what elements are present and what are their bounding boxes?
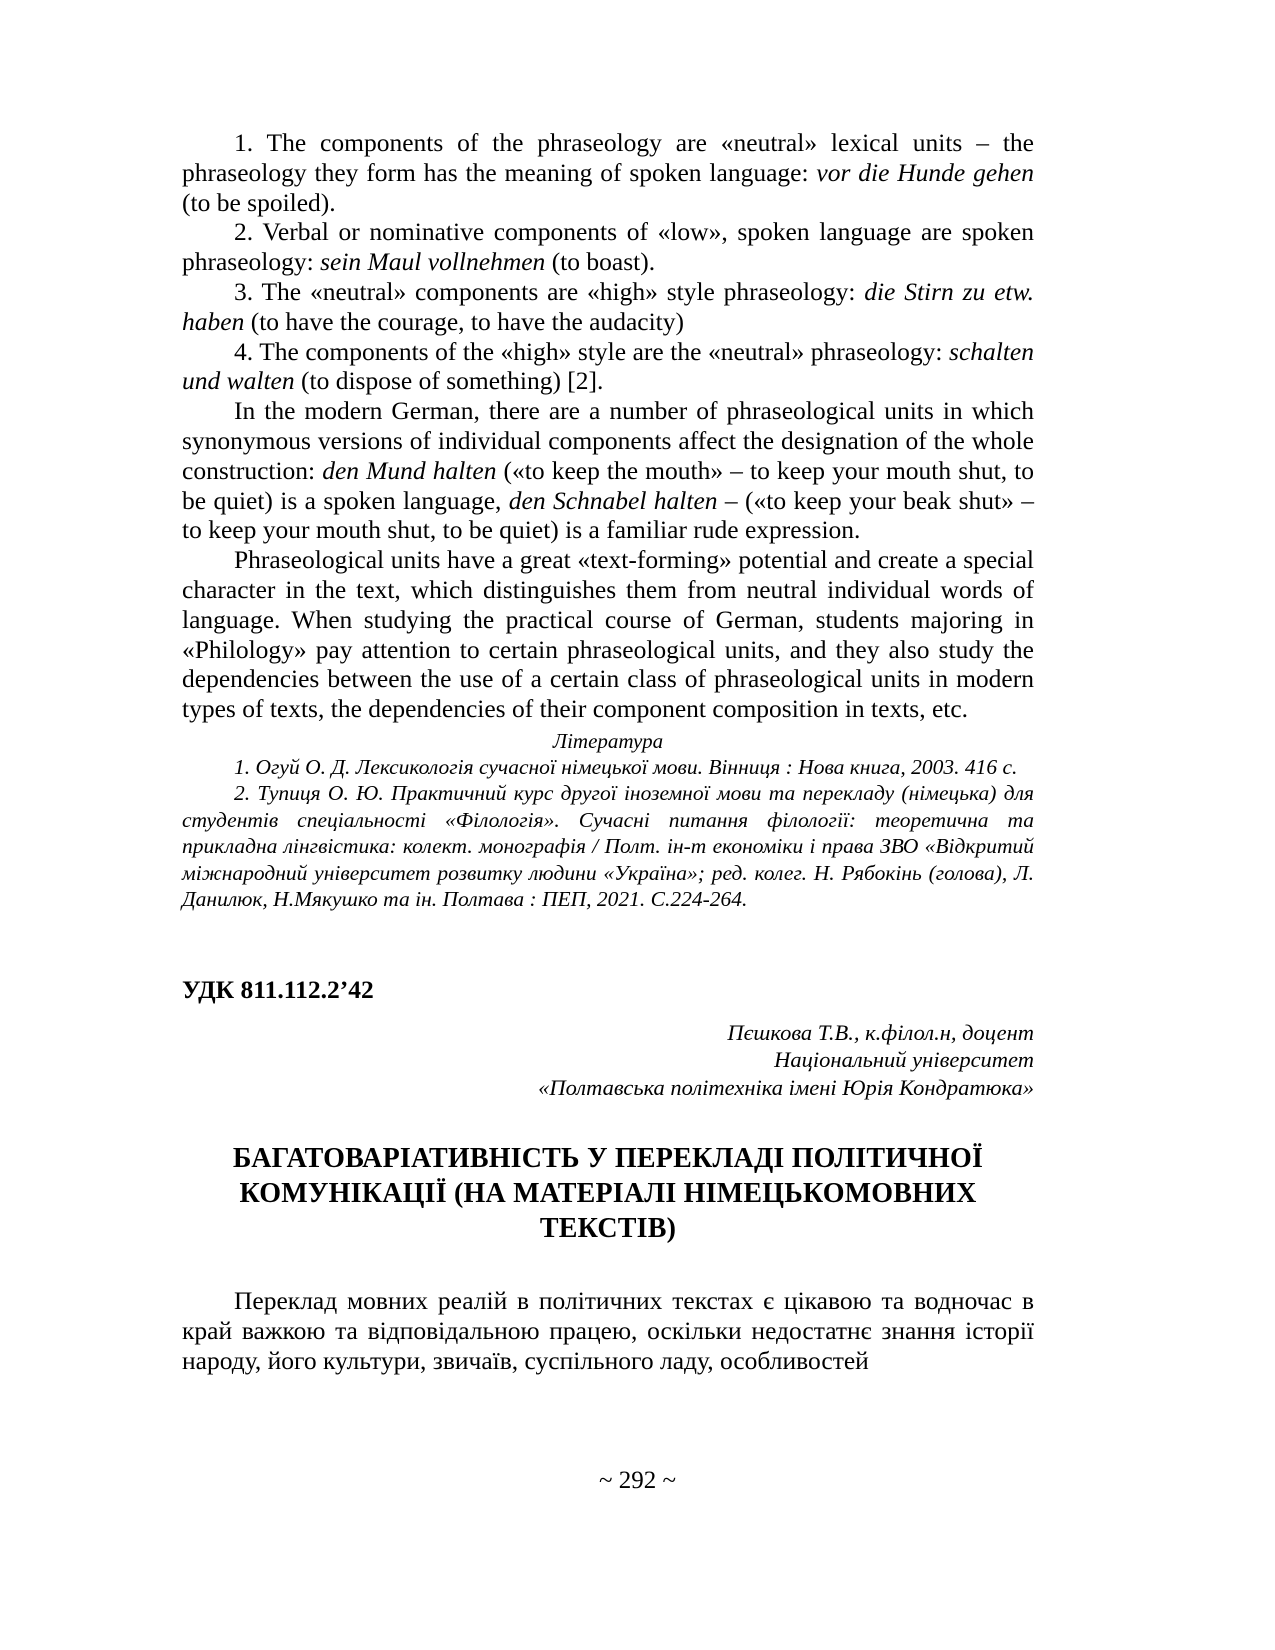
list-item-post: (to dispose of something) [2]. <box>294 366 604 396</box>
list-item-pre: 2. Verbal or nominative components of «low», spoken language are spoken phraseology: <box>182 217 1034 277</box>
reference-item: 2. Тупиця О. Ю. Практичний курс другої іноземної мови та перекладу (німецька) для студентів спеціальності «Філологія». Сучасні питання філології: теоретична та прикладна лінгвістика: колект. монографія / Полт. ін-т економіки і права ЗВО «Відкритий міжнародний університет розвитку людини «Україна»; ред. колег. Н. Рябокінь (голова), Л. Данилюк, Н.Мякушко та ін. Полтава : ПЕП, 2021. С.224-264. <box>182 781 1034 912</box>
references-heading: Література <box>552 728 664 753</box>
list-item <box>182 128 1034 217</box>
reference-item: 1. Огуй О. Д. Лексикологія сучасної німецької мови. Вінниця : Нова книга, 2003. 416 с. <box>234 754 1018 779</box>
paragraph-part-2: («to keep the mouth» – to keep your mouth shut, to be quiet) is a spoken language, <box>182 455 1034 515</box>
article-title-line: ТЕКСТІВ) <box>539 1213 677 1245</box>
list-item-pre: 1. The components of the phraseology are «neutral» lexical units – the phraseology they form has the meaning of spoken language: <box>182 128 1034 187</box>
list-item-post: (to be spoiled). <box>182 187 336 217</box>
list-item-italic-phrase: sein Maul vollnehmen <box>320 247 546 277</box>
italic-phrase-den-schnabel-halten: den Schnabel halten <box>508 485 718 515</box>
list-item-italic-phrase: vor die Hunde gehen <box>816 157 1034 187</box>
article-title-line: КОМУНІКАЦІЇ (НА МАТЕРІАЛІ НІМЕЦЬКОМОВНИХ <box>239 1178 977 1210</box>
list-item-pre: 3. The «neutral» components are «high» style phraseology: <box>234 276 865 306</box>
list-item <box>182 337 1034 397</box>
page-content <box>182 128 1034 1376</box>
list-item <box>182 217 1034 277</box>
article-title-line: БАГАТОВАРІАТИВНІСТЬ У ПЕРЕКЛАДІ ПОЛІТИЧНОЇ <box>232 1143 984 1175</box>
affiliation-line-2: «Полтавська політехніка імені Юрія Кондратюка» <box>538 1074 1034 1100</box>
list-item-italic-phrase: die Stirn zu etw. haben <box>182 276 1034 336</box>
article-opening-paragraph: Переклад мовних реалій в політичних текстах є цікавою та водночас в край важкою та відповідальною працею, оскільки недостатнє знання історії народу, його культури, звичаїв, суспільного ладу, особливостей <box>182 1286 1034 1376</box>
paragraph-text-forming: Phraseological units have a great «text-forming» potential and create a special character in the text, which distinguishes them from neutral individual words of language. When studying the practical course of German, students majoring in «Philology» pay attention to certain phraseological units, and they also study the dependencies between the use of a certain class of phraseological units in modern types of texts, the dependencies of their component composition in texts, etc. <box>182 545 1034 724</box>
author-name: Пєшкова Т.В., к.філол.н, доцент <box>727 1019 1034 1045</box>
list-item-pre: 4. The components of the «high» style are the «neutral» phraseology: <box>234 336 950 366</box>
list-item-italic-phrase: schalten und walten <box>182 336 1034 396</box>
affiliation-line-1: Національний університет <box>774 1047 1034 1073</box>
udk-block <box>182 975 1034 1005</box>
list-item <box>182 277 1034 337</box>
paragraph-modern-german <box>182 396 1034 545</box>
udk-code: УДК 811.112.2’42 <box>182 974 374 1004</box>
page-number: ~ 292 ~ <box>598 1467 677 1494</box>
italic-phrase-den-mund-halten: den Mund halten <box>322 455 497 485</box>
article-body <box>182 1286 1034 1375</box>
paragraph-part-1: In the modern German, there are a number of phraseological units in which synonymous versions of individual components affect the designation of the whole construction: <box>182 396 1034 485</box>
author-block <box>182 1019 1034 1102</box>
list-item-post: (to boast). <box>545 247 656 277</box>
list-item-post: (to have the courage, to have the audacity) <box>244 306 685 336</box>
article-title <box>182 1141 1034 1246</box>
paragraph-part-3: – («to keep your beak shut» – to keep your mouth shut, to be quiet) is a familiar rude expression. <box>182 485 1034 545</box>
